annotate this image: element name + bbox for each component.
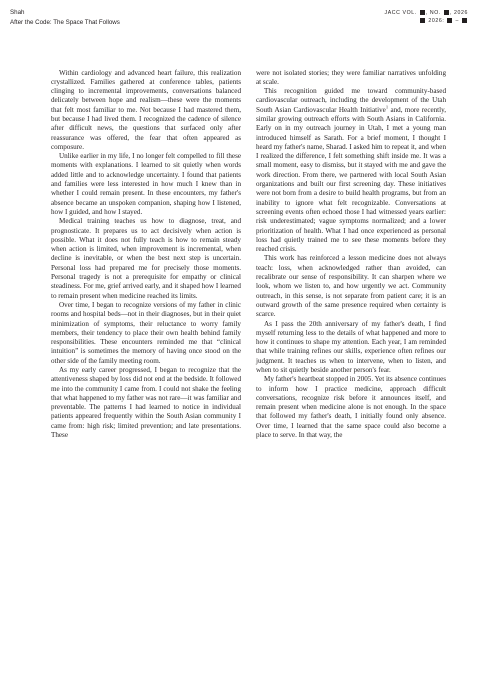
issue-label: NO. (429, 10, 441, 16)
citation-reference[interactable]: 1 (385, 104, 389, 110)
year-label-2: 2026 (428, 18, 443, 24)
redacted-square-icon (420, 18, 425, 23)
paragraph: My father's heartbeat stopped in 2005. Yet its absence continues to inform how I practice medicine, approach difficult conversations, recognize risk before it announces itself, and remain present when medicine alone is not enough. In the space that followed my father's death, I initially found only absence. Over time, I learned that the same space could also become a place to serve. In that way, the (256, 375, 446, 440)
paragraph: As I pass the 20th anniversary of my father's death, I find myself returning less to the details of what happened and more to how it continues to shape my attention. Each year, I am reminded that while training refines our skills, experience often refines our judgment. It teaches us when to intervene, when to listen, and when to sit quietly beside another person's fear. (256, 319, 446, 374)
paragraph: Over time, I began to recognize versions of my father in clinic rooms and hospital beds—not in their diagnoses, but in their quiet minimization of symptoms, their reluctance to worry family members, their tendency to place their own health behind family responsibilities. These encounters reminded me that “clinical intuition” is sometimes the memory of having once stood on the other side of the family meeting room. (51, 300, 241, 365)
paragraph: Unlike earlier in my life, I no longer felt compelled to fill these moments with explanations. I learned to sit quietly when words added little and to acknowledge uncertainty. I found that patients and families were less interested in how much I knew than in whether I could remain present. In these encounters, my father's absence became an unspoken companion, shaping how I listened, how I guided, and how I stayed. (51, 152, 241, 216)
redacted-square-icon (420, 10, 425, 15)
paragraph-with-citation (256, 87, 446, 254)
journal-volume-line: JACC VOL. , NO. , 2026 (384, 10, 468, 16)
paragraph: This work has reinforced a lesson medicine does not always teach: loss, when acknowledged rather than avoided, can recalibrate our sense of responsibility. It can sharpen where we look, whom we listen to, and how urgently we act. Community outreach, in this sense, is not separate from patient care; it is an outward growth of the same presence required when certainty is scarce. (256, 254, 446, 319)
year-label: 2026 (454, 10, 468, 16)
paragraph-continued: were not isolated stories; they were familiar narratives unfolding at scale. (256, 68, 446, 86)
redacted-square-icon (462, 18, 467, 23)
right-text-column (256, 69, 446, 441)
author-name: Shah (10, 9, 25, 16)
paragraph: Within cardiology and advanced heart failure, this realization crystallized. Families gathered at conference tables, patients clinging to incremental improvements, conversations balanced delicately between hope and realism—these were the moments that felt most familiar to me. Not because I had mastered them, but because I had lived them. I recognized the cadence of silence after difficult news, the questions that surfaced only after reassurance was offered, the fear that often appeared as composure. (51, 68, 241, 151)
date-pages-line: 2026: – (385, 17, 468, 25)
journal-label: JACC VOL. (384, 10, 417, 16)
redacted-square-icon (447, 18, 452, 23)
paragraph: As my early career progressed, I began to recognize that the attentiveness shaped by loss did not end at the bedside. It followed me into the community I came from. I could not shake the feeling that what happened to my father was not rare—it was familiar and preventable. The patterns I had learned to notice in individual patients appeared frequently within the South Asian community I came from: high risk; limited prevention; and late presentations. These (51, 366, 241, 440)
paragraph: Medical training teaches us how to diagnose, treat, and prognosticate. It prepares us to act decisively when action is possible. What it does not fully teach is how to remain steady when action is limited, when improvement is incremental, when decline is inevitable, or when the best next step is uncertain. Personal loss had prepared me for precisely those moments. Personal tragedy is not a prerequisite for empathy or clinical steadiness. For me, grief arrived early, and it shaped how I learned to remain present when medicine reached its limits. (51, 217, 241, 300)
paragraph-text: and, more recently, similar growing outreach efforts with South Asians in California. Early on in my outreach journey in Utah, I met a young man introduced himself as Sarath. For a brief moment, I thought I heard my father's name, Sharad. I asked him to repeat it, and when I realized the difference, I felt something shift inside me. It was a small moment, easy to dismiss, but it stayed with me and gave the work direction. From there, we partnered with local South Asian organizations and built our first screening day. These initiatives were not born from a desire to build health programs, but from an inability to ignore what felt recognizable. Conversations at screening events often echoed those I had witnessed years earlier: risk underestimated; vague symptoms normalized; and a lower prioritization of health. What I had once experienced as personal loss had quietly trained me to see these moments before they reached crisis. (256, 105, 446, 254)
paragraph-text: This recognition guided me toward community-based cardiovascular outreach, including the development of the Utah South Asian Cardiovascular Health Initiative (256, 87, 446, 114)
running-header-left (10, 8, 120, 27)
redacted-square-icon (444, 10, 449, 15)
article-title: After the Code: The Space That Follows (10, 18, 120, 26)
left-text-column (51, 69, 241, 441)
running-header-right (385, 9, 468, 25)
